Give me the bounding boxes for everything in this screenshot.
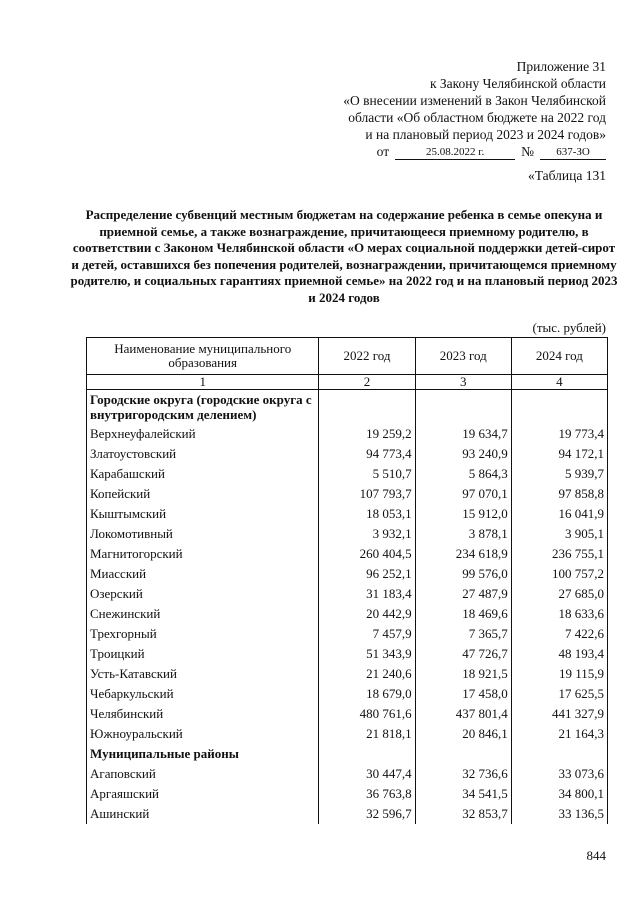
- column-header-2023: 2023 год: [415, 338, 511, 375]
- value-2023: 18 921,5: [415, 664, 511, 684]
- value-2022: 31 183,4: [319, 584, 415, 604]
- value-2024: 17 625,5: [511, 684, 607, 704]
- municipality-name: Локомотивный: [87, 524, 319, 544]
- value-2023: 18 469,6: [415, 604, 511, 624]
- value-2024: 5 939,7: [511, 464, 607, 484]
- value-2024: 27 685,0: [511, 584, 607, 604]
- value-2024: 33 136,5: [511, 804, 607, 824]
- table-row: [87, 584, 608, 604]
- table-row: [87, 764, 608, 784]
- value-2024: 21 164,3: [511, 724, 607, 744]
- municipality-name: Усть-Катавский: [87, 664, 319, 684]
- table-row: [87, 684, 608, 704]
- value-2022: 21 818,1: [319, 724, 415, 744]
- value-2022: 36 763,8: [319, 784, 415, 804]
- value-2024: 34 800,1: [511, 784, 607, 804]
- value-2022: 5 510,7: [319, 464, 415, 484]
- municipality-name: Верхнеуфалейский: [87, 424, 319, 444]
- value-2022: 3 932,1: [319, 524, 415, 544]
- column-number-row: [87, 375, 608, 390]
- header-line: и на плановый период 2023 и 2024 годов»: [365, 127, 606, 142]
- table-row: [87, 664, 608, 684]
- municipality-name: Трехгорный: [87, 624, 319, 644]
- law-number: 637-ЗО: [540, 145, 606, 160]
- municipality-name: Озерский: [87, 584, 319, 604]
- table-row: [87, 444, 608, 464]
- column-header-2022: 2022 год: [319, 338, 415, 375]
- value-2023: 3 878,1: [415, 524, 511, 544]
- municipality-name: Копейский: [87, 484, 319, 504]
- municipality-name: Агаповский: [87, 764, 319, 784]
- value-2022: 51 343,9: [319, 644, 415, 664]
- value-2024: 19 773,4: [511, 424, 607, 444]
- header-line: к Закону Челябинской области: [429, 76, 606, 91]
- table-row: [87, 484, 608, 504]
- value-2023: 47 726,7: [415, 644, 511, 664]
- value-2024: 18 633,6: [511, 604, 607, 624]
- municipality-name: Чебаркульский: [87, 684, 319, 704]
- municipality-name: Троицкий: [87, 644, 319, 664]
- value-2024: 3 905,1: [511, 524, 607, 544]
- section-row: [87, 390, 608, 425]
- unit-label: (тыс. рублей): [532, 320, 606, 335]
- value-2023: 7 365,7: [415, 624, 511, 644]
- value-2022: 18 053,1: [319, 504, 415, 524]
- column-number: 4: [511, 375, 607, 390]
- municipality-name: Златоустовский: [87, 444, 319, 464]
- column-number: 2: [319, 375, 415, 390]
- value-2023: 15 912,0: [415, 504, 511, 524]
- value-2024: 236 755,1: [511, 544, 607, 564]
- municipality-name: Ашинский: [87, 804, 319, 824]
- table-row: [87, 424, 608, 444]
- value-2023: 27 487,9: [415, 584, 511, 604]
- header-line: области «Об областном бюджете на 2022 год: [348, 110, 606, 125]
- value-2024: 441 327,9: [511, 704, 607, 724]
- table-row: [87, 624, 608, 644]
- value-2022: 260 404,5: [319, 544, 415, 564]
- column-header-name: Наименование муниципального образования: [87, 338, 319, 375]
- value-2023: 20 846,1: [415, 724, 511, 744]
- municipality-name: Кыштымский: [87, 504, 319, 524]
- table-row: [87, 544, 608, 564]
- value-2022: 96 252,1: [319, 564, 415, 584]
- law-date-number: [276, 143, 606, 160]
- value-2024: 7 422,6: [511, 624, 607, 644]
- subvention-table: [86, 337, 608, 824]
- value-2023: 17 458,0: [415, 684, 511, 704]
- value-2022: 21 240,6: [319, 664, 415, 684]
- value-2023: 234 618,9: [415, 544, 511, 564]
- value-2022: 20 442,9: [319, 604, 415, 624]
- section-title: Муниципальные районы: [87, 744, 319, 764]
- value-2024: 33 073,6: [511, 764, 607, 784]
- law-date: 25.08.2022 г.: [395, 145, 515, 160]
- value-2022: 480 761,6: [319, 704, 415, 724]
- value-2024: 97 858,8: [511, 484, 607, 504]
- table-row: [87, 784, 608, 804]
- value-2024: 16 041,9: [511, 504, 607, 524]
- value-2023: 93 240,9: [415, 444, 511, 464]
- table-row: [87, 644, 608, 664]
- column-number: 3: [415, 375, 511, 390]
- value-2022: 19 259,2: [319, 424, 415, 444]
- value-2022: 32 596,7: [319, 804, 415, 824]
- table-row: [87, 604, 608, 624]
- column-header-2024: 2024 год: [511, 338, 607, 375]
- value-2024: 48 193,4: [511, 644, 607, 664]
- municipality-name: Челябинский: [87, 704, 319, 724]
- value-2022: 7 457,9: [319, 624, 415, 644]
- table-row: [87, 564, 608, 584]
- value-2022: 107 793,7: [319, 484, 415, 504]
- municipality-name: Аргаяшский: [87, 784, 319, 804]
- table-row: [87, 464, 608, 484]
- table-row: [87, 704, 608, 724]
- value-2024: 19 115,9: [511, 664, 607, 684]
- municipality-name: Миасский: [87, 564, 319, 584]
- table-row: [87, 724, 608, 744]
- page-number: 844: [586, 848, 606, 863]
- value-2023: 34 541,5: [415, 784, 511, 804]
- value-2022: 94 773,4: [319, 444, 415, 464]
- section-row: [87, 744, 608, 764]
- table-header-row: [87, 338, 608, 375]
- value-2023: 97 070,1: [415, 484, 511, 504]
- value-2023: 32 853,7: [415, 804, 511, 824]
- value-2023: 437 801,4: [415, 704, 511, 724]
- municipality-name: Снежинский: [87, 604, 319, 624]
- value-2024: 100 757,2: [511, 564, 607, 584]
- value-2023: 99 576,0: [415, 564, 511, 584]
- column-number: 1: [87, 375, 319, 390]
- municipality-name: Южноуральский: [87, 724, 319, 744]
- value-2023: 19 634,7: [415, 424, 511, 444]
- appendix-header: [276, 58, 606, 160]
- table-row: [87, 524, 608, 544]
- table-reference: «Таблица 131: [528, 168, 606, 183]
- header-line: «О внесении изменений в Закон Челябинской: [343, 93, 606, 108]
- from-label: от: [376, 144, 390, 159]
- value-2023: 5 864,3: [415, 464, 511, 484]
- table-row: [87, 804, 608, 824]
- municipality-name: Магнитогорский: [87, 544, 319, 564]
- value-2023: 32 736,6: [415, 764, 511, 784]
- table-body: [87, 390, 608, 825]
- value-2022: 18 679,0: [319, 684, 415, 704]
- document-title: Распределение субвенций местным бюджетам на содержание ребенка в семье опекуна и приемной семье, а также вознаграждение, причитающееся приемному родителю, в соответствии с Законом Челябинской области «О мерах социальной поддержки детей-сирот и детей, оставшихся без попечения родителей, вознаграждении, причитающемся приемному родителю, и социальных гарантиях приемной семье» на 2022 год и на плановый период 2023 и 2024 годов: [70, 207, 618, 305]
- value-2022: 30 447,4: [319, 764, 415, 784]
- table-row: [87, 504, 608, 524]
- section-title: Городские округа (городские округа с внутригородским делением): [87, 390, 319, 425]
- number-label: №: [521, 144, 534, 159]
- value-2024: 94 172,1: [511, 444, 607, 464]
- header-line: Приложение 31: [516, 59, 606, 74]
- municipality-name: Карабашский: [87, 464, 319, 484]
